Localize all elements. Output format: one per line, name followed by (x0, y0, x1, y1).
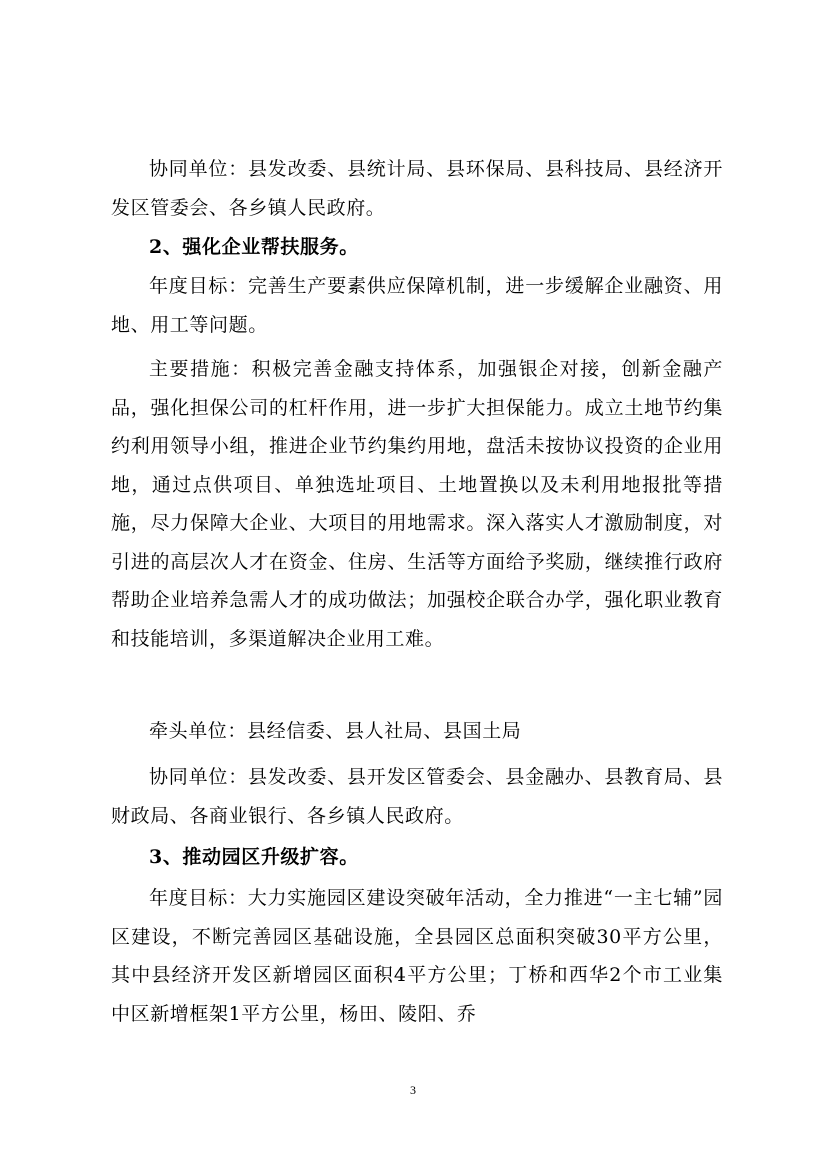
paragraph-annual-goal-2: 年度目标：完善生产要素供应保障机制，进一步缓解企业融资、用地、用工等问题。 (111, 275, 723, 336)
section-heading-2: 2、强化企业帮扶服务。 (149, 236, 359, 258)
paragraph-main-measures-2: 主要措施：积极完善金融支持体系，加强银企对接，创新金融产品，强化担保公司的杠杆作用，进一步扩大担保能力。成立土地节约集约利用领导小组，推进企业节约集约用地，盘活未按协议投资的企业用地，通过点供项目、单独选址项目、土地置换以及未利用地报批等措施，尽力保障大企业、大项目的用地需求。深入落实人才激励制度，对引进的高层次人才在资金、住房、生活等方面给予奖励，继续推行政府帮助企业培养急需人才的成功做法；加强校企联合办学，强化职业教育和技能培训，多渠道解决企业用工难。 (111, 358, 723, 650)
paragraph-coordinating-units-2: 协同单位：县发改委、县开发区管委会、县金融办、县教育局、县财政局、各商业银行、各乡镇人民政府。 (111, 766, 723, 827)
page-number: 3 (410, 1083, 416, 1097)
paragraph-annual-goal-3: 年度目标：大力实施园区建设突破年活动，全力推进“一主七辅”园区建设，不断完善园区基础设施，全县园区总面积突破30平方公里，其中县经济开发区新增园区面积4平方公里；丁桥和西华2个市工业集中区新增框架1平方公里，杨田、陵阳、乔 (111, 887, 723, 1025)
section-heading-3: 3、推动园区升级扩容。 (149, 846, 359, 868)
paragraph-coordinating-units-1: 协同单位：县发改委、县统计局、县环保局、县科技局、县经济开发区管委会、各乡镇人民政府。 (111, 158, 723, 219)
paragraph-lead-units-2: 牵头单位：县经信委、县人社局、县国土局 (149, 720, 522, 742)
